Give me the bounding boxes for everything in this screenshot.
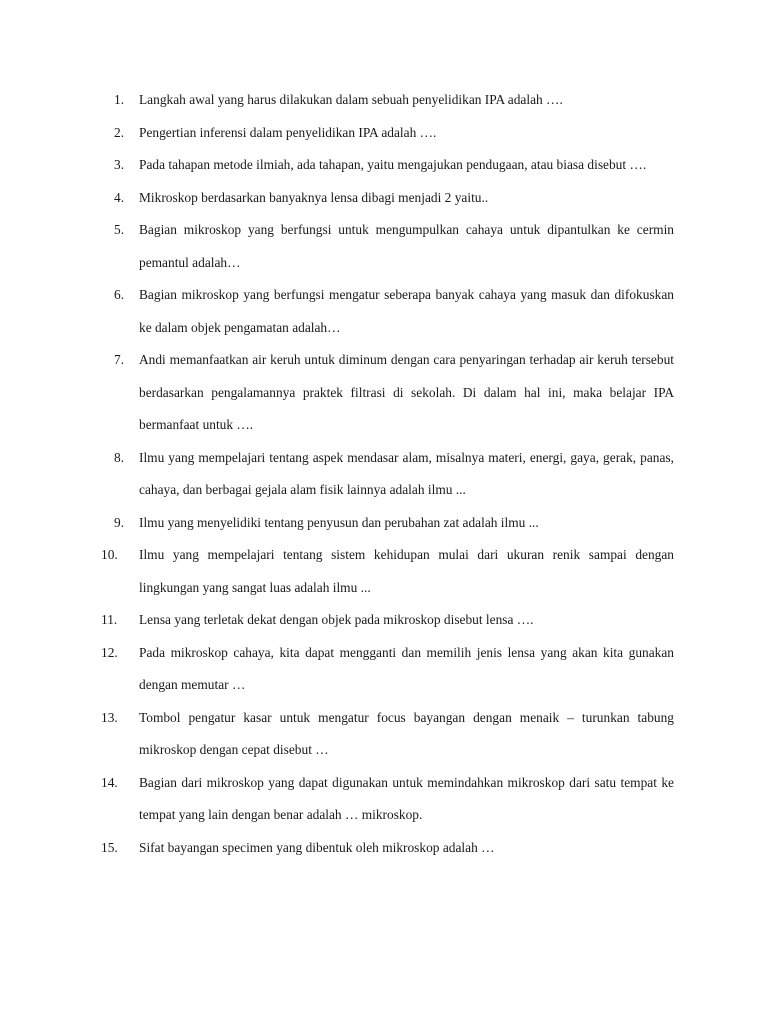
question-text: Bagian dari mikroskop yang dapat digunakan untuk memindahkan mikroskop dari satu tempat ke tempat yang lain dengan benar adalah … mikroskop. <box>139 774 674 822</box>
question-number: 12. <box>101 644 118 660</box>
question-number: 7. <box>114 352 125 367</box>
question-item <box>101 539 674 604</box>
question-text: Andi memanfaatkan air keruh untuk diminum dengan cara penyaringan terhadap air keruh tersebut berdasarkan pengalamannya praktek filtrasi di sekolah. Di dalam hal ini, maka belajar IPA bermanfaat untuk …. <box>139 352 674 432</box>
question-text: Tombol pengatur kasar untuk mengatur focus bayangan dengan menaik – turunkan tabung mikroskop dengan cepat disebut … <box>139 709 674 757</box>
question-number: 2. <box>114 124 125 140</box>
question-text: Ilmu yang mempelajari tentang aspek mendasar alam, misalnya materi, energi, gaya, gerak, panas, cahaya, dan berbagai gejala alam fisik lainnya adalah ilmu ... <box>139 449 674 497</box>
question-text: Ilmu yang menyelidiki tentang penyusun dan perubahan zat adalah ilmu ... <box>139 514 539 530</box>
question-text: Ilmu yang mempelajari tentang sistem kehidupan mulai dari ukuran renik sampai dengan lingkungan yang sangat luas adalah ilmu ... <box>139 547 674 595</box>
question-item <box>101 507 674 540</box>
question-text: Bagian mikroskop yang berfungsi untuk mengumpulkan cahaya untuk dipantulkan ke cermin pemantul adalah… <box>139 222 674 270</box>
question-number: 15. <box>101 839 118 855</box>
question-number: 4. <box>114 189 125 205</box>
question-number: 1. <box>114 92 125 107</box>
question-number: 14. <box>101 774 118 790</box>
question-number: 13. <box>101 709 118 725</box>
question-text: Pengertian inferensi dalam penyelidikan IPA adalah …. <box>139 124 437 140</box>
question-item <box>101 182 674 215</box>
question-text: Pada tahapan metode ilmiah, ada tahapan, yaitu mengajukan pendugaan, atau biasa disebut …. <box>139 157 647 172</box>
question-number: 5. <box>114 222 125 237</box>
question-number: 8. <box>114 449 125 465</box>
question-item <box>101 84 674 117</box>
question-item <box>101 702 674 767</box>
question-text: Langkah awal yang harus dilakukan dalam sebuah penyelidikan IPA adalah …. <box>139 92 563 107</box>
question-number: 9. <box>114 514 125 530</box>
question-number: 6. <box>114 287 125 302</box>
question-number: 11. <box>101 612 118 627</box>
question-text: Mikroskop berdasarkan banyaknya lensa dibagi menjadi 2 yaitu.. <box>139 189 489 205</box>
question-item <box>101 279 674 344</box>
question-item <box>101 604 674 637</box>
question-text: Pada mikroskop cahaya, kita dapat mengganti dan memilih jenis lensa yang akan kita gunakan dengan memutar … <box>139 644 674 692</box>
question-item <box>101 442 674 507</box>
question-text: Sifat bayangan specimen yang dibentuk oleh mikroskop adalah … <box>139 839 495 855</box>
question-item <box>101 117 674 150</box>
question-item <box>101 832 674 865</box>
question-item <box>101 149 674 182</box>
question-list <box>101 84 674 864</box>
question-item <box>101 767 674 832</box>
question-text: Lensa yang terletak dekat dengan objek pada mikroskop disebut lensa …. <box>139 612 534 627</box>
question-item <box>101 214 674 279</box>
question-number: 3. <box>114 157 125 172</box>
question-item <box>101 344 674 442</box>
question-number: 10. <box>101 547 118 562</box>
question-item <box>101 637 674 702</box>
question-text: Bagian mikroskop yang berfungsi mengatur seberapa banyak cahaya yang masuk dan difokuskan ke dalam objek pengamatan adalah… <box>139 287 674 335</box>
